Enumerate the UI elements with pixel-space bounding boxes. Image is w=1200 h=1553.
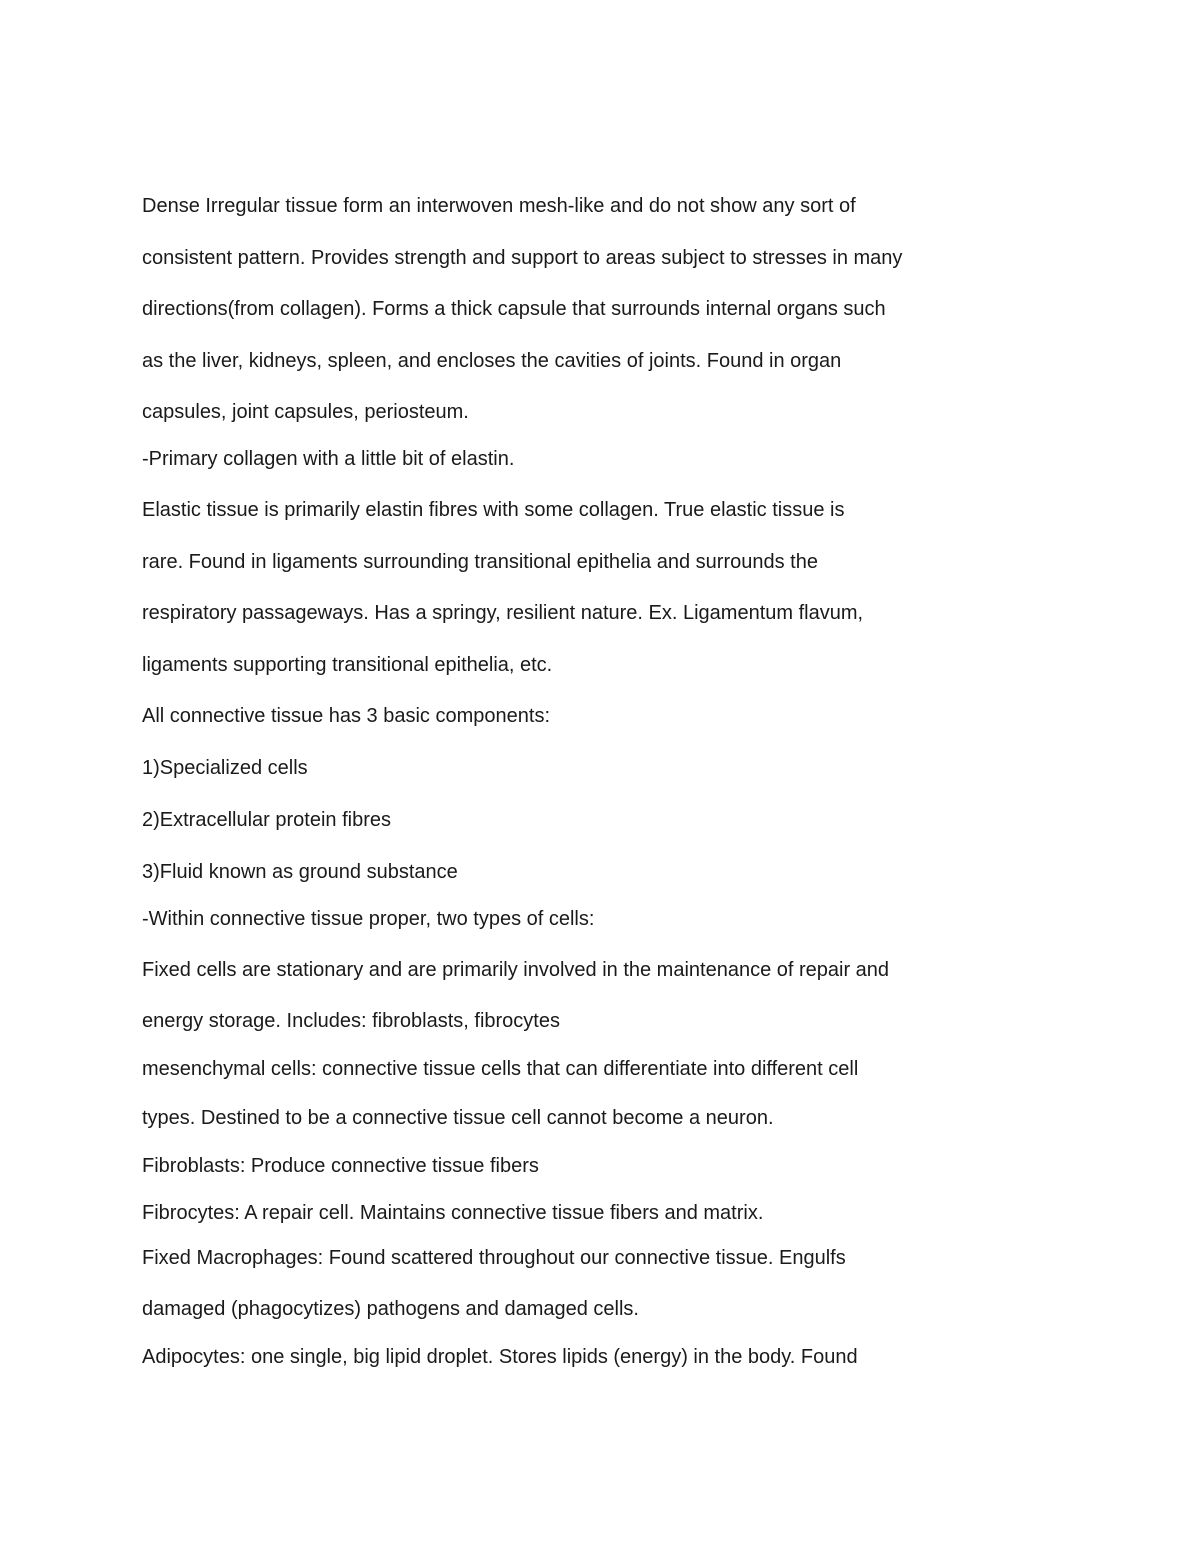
text-line: -Within connective tissue proper, two types of cells: bbox=[142, 908, 595, 930]
text-line: respiratory passageways. Has a springy, resilient nature. Ex. Ligamentum flavum, bbox=[142, 602, 864, 624]
text-line: types. Destined to be a connective tissue cell cannot become a neuron. bbox=[142, 1107, 774, 1129]
text-line: damaged (phagocytizes) pathogens and damaged cells. bbox=[142, 1298, 639, 1320]
text-line: directions(from collagen). Forms a thick capsule that surrounds internal organs such bbox=[142, 298, 886, 320]
text-line: 1)Specialized cells bbox=[142, 757, 308, 779]
text-line: consistent pattern. Provides strength and support to areas subject to stresses in many bbox=[142, 247, 903, 269]
text-line: Fixed cells are stationary and are primarily involved in the maintenance of repair and bbox=[142, 959, 890, 981]
text-line: 2)Extracellular protein fibres bbox=[142, 809, 391, 831]
text-line: -Primary collagen with a little bit of elastin. bbox=[142, 448, 515, 470]
text-line: Fibroblasts: Produce connective tissue fibers bbox=[142, 1155, 539, 1177]
text-line: capsules, joint capsules, periosteum. bbox=[142, 401, 469, 423]
text-line: energy storage. Includes: fibroblasts, fibrocytes bbox=[142, 1010, 560, 1032]
text-line: 3)Fluid known as ground substance bbox=[142, 861, 458, 883]
text-line: All connective tissue has 3 basic components: bbox=[142, 705, 550, 727]
text-line: mesenchymal cells: connective tissue cells that can differentiate into different cell bbox=[142, 1058, 859, 1080]
text-line: Fixed Macrophages: Found scattered throughout our connective tissue. Engulfs bbox=[142, 1247, 846, 1269]
text-line: Fibrocytes: A repair cell. Maintains connective tissue fibers and matrix. bbox=[142, 1202, 764, 1224]
text-line: rare. Found in ligaments surrounding transitional epithelia and surrounds the bbox=[142, 551, 818, 573]
text-line: Adipocytes: one single, big lipid droplet. Stores lipids (energy) in the body. Found bbox=[142, 1346, 858, 1368]
text-line: Elastic tissue is primarily elastin fibres with some collagen. True elastic tissue is bbox=[142, 499, 845, 521]
text-line: as the liver, kidneys, spleen, and encloses the cavities of joints. Found in organ bbox=[142, 350, 842, 372]
text-line: ligaments supporting transitional epithelia, etc. bbox=[142, 654, 553, 676]
text-line: Dense Irregular tissue form an interwoven mesh-like and do not show any sort of bbox=[142, 195, 856, 217]
